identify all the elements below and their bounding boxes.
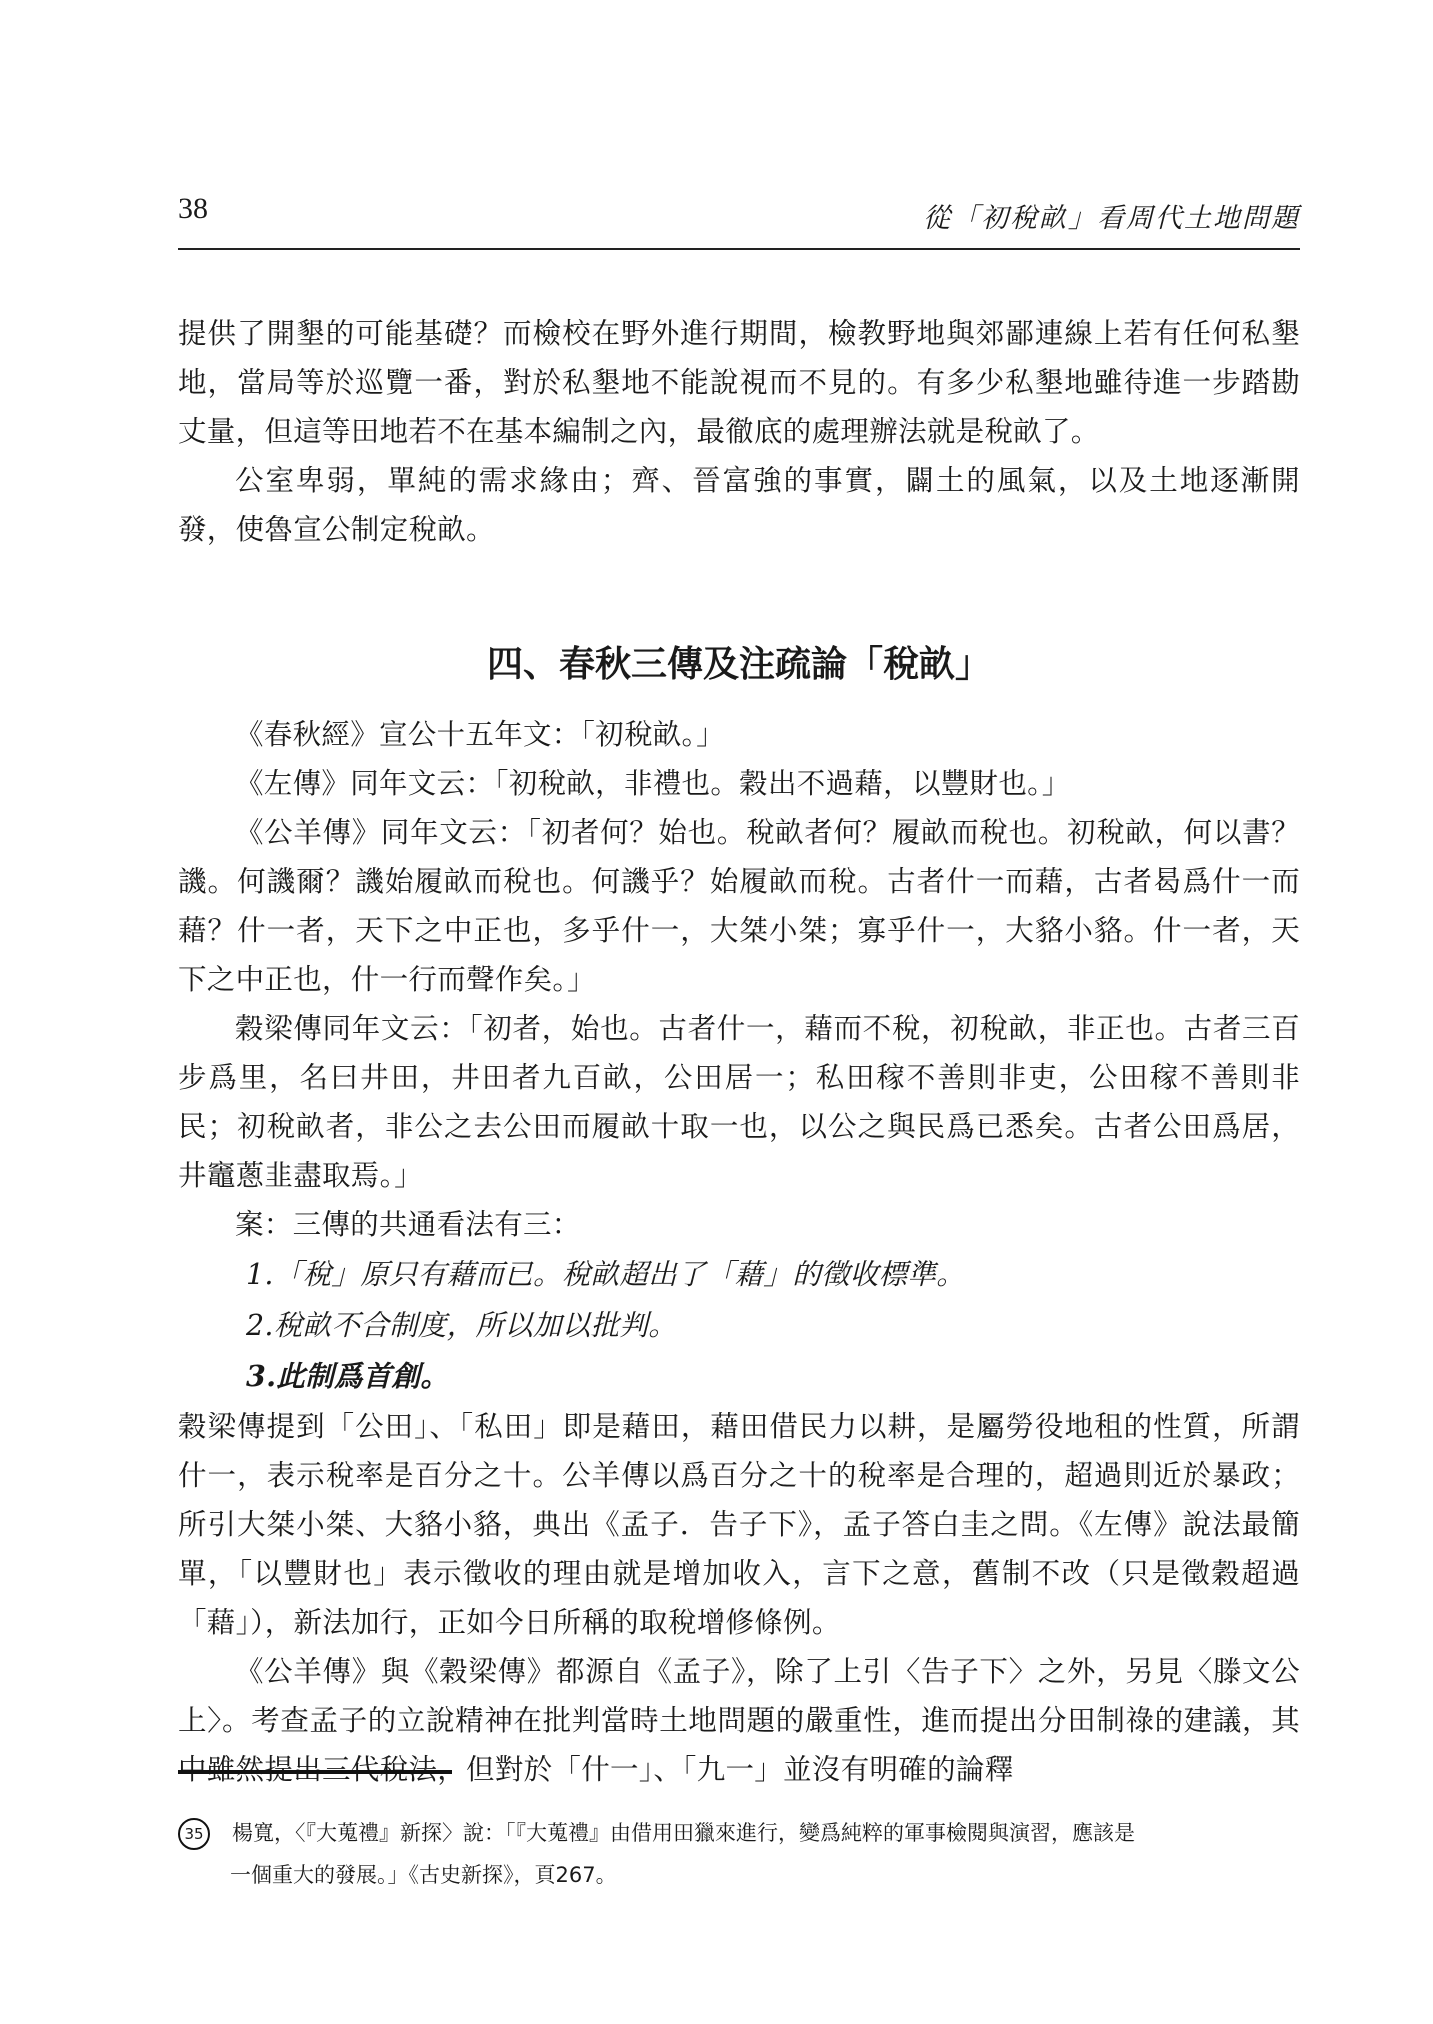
footnote-rule xyxy=(178,1770,452,1774)
section-heading: 四、春秋三傳及注疏論「稅畝」 xyxy=(486,644,991,685)
paragraph: 穀梁傳提到「公田」、「私田」即是藉田，藉田借民力以耕，是屬勞役地租的性質，所謂什一，表示稅率是百分之十。公羊傳以爲百分之十的稅率是合理的，超過則近於暴政；所引大桀小桀、大貉小貉，典出《孟子．告子下》，孟子答白圭之問。《左傳》說法最簡單，「以豐財也」表示徵收的理由就是增加收入，言下之意，舊制不改（只是徵穀超過「藉」），新法加行，正如今日所稱的取稅增修條例。 xyxy=(178,1410,1300,1639)
running-title: 從「初稅畝」看周代土地問題 xyxy=(923,203,1300,234)
footnote-marker: 35 xyxy=(178,1818,210,1850)
paragraph: 案：三傳的共通看法有三： xyxy=(235,1208,581,1241)
footnote-text: 楊寬，〈『大蒐禮』新探〉說：「『大蒐禮』由借用田獵來進行，變爲純粹的軍事檢閱與演習，應該是 xyxy=(232,1821,1135,1845)
paragraph: 《春秋經》宣公十五年文：「初稅畝。」 xyxy=(235,718,725,751)
paragraph: 提供了開墾的可能基礎？而檢校在野外進行期間，檢教野地與郊鄙連線上若有任何私墾地，當局等於巡覽一番，對於私墾地不能說視而不見的。有多少私墾地雖待進一步踏勘丈量，但這等田地若不在基本編制之內，最徹底的處理辦法就是稅畝了。 xyxy=(178,317,1300,448)
point-item: 3.此制爲首創。 xyxy=(246,1359,450,1393)
paragraph: 公室卑弱，單純的需求緣由；齊、晉富強的事實，闢土的風氣，以及土地逐漸開發，使魯宣公制定稅畝。 xyxy=(178,464,1300,546)
intro-text xyxy=(178,309,1300,554)
paragraph: 《左傳》同年文云：「初稅畝，非禮也。穀出不過藉，以豐財也。」 xyxy=(235,767,1071,800)
paragraph: 穀梁傳同年文云：「初者，始也。古者什一，藉而不稅，初稅畝，非正也。古者三百步爲里，名曰井田，井田者九百畝，公田居一；私田稼不善則非吏，公田稼不善則非民；初稅畝者，非公之去公田而履畝十取一也，以公之與民爲已悉矣。古者公田爲居，井竈蔥韭盡取焉。」 xyxy=(178,1012,1300,1192)
point-item: 2.稅畝不合制度，所以加以批判。 xyxy=(246,1309,677,1342)
point-item: 1.「稅」原只有藉而已。稅畝超出了「藉」的徵收標準。 xyxy=(246,1258,965,1291)
paragraph: 《公羊傳》與《穀梁傳》都源自《孟子》，除了上引〈告子下〉之外，另見〈滕文公上〉。考查孟子的立說精神在批判當時土地問題的嚴重性，進而提出分田制祿的建議，其中雖然提出三代稅法，但對於「什一」、「九一」並沒有明確的論釋 xyxy=(178,1655,1300,1786)
footnote-line xyxy=(178,1812,1300,1854)
header-rule xyxy=(178,248,1300,250)
footnote xyxy=(178,1812,1300,1896)
section-body xyxy=(178,710,1300,1794)
footnote-line: 一個重大的發展。」《古史新探》，頁267。 xyxy=(230,1863,617,1887)
paragraph: 《公羊傳》同年文云：「初者何？始也。稅畝者何？履畝而稅也。初稅畝，何以書？譏。何譏爾？譏始履畝而稅也。何譏乎？始履畝而稅。古者什一而藉，古者曷爲什一而藉？什一者，天下之中正也，多乎什一，大桀小桀；寡乎什一，大貉小貉。什一者，天下之中正也，什一行而聲作矣。」 xyxy=(178,816,1300,996)
page-number: 38 xyxy=(178,192,208,225)
